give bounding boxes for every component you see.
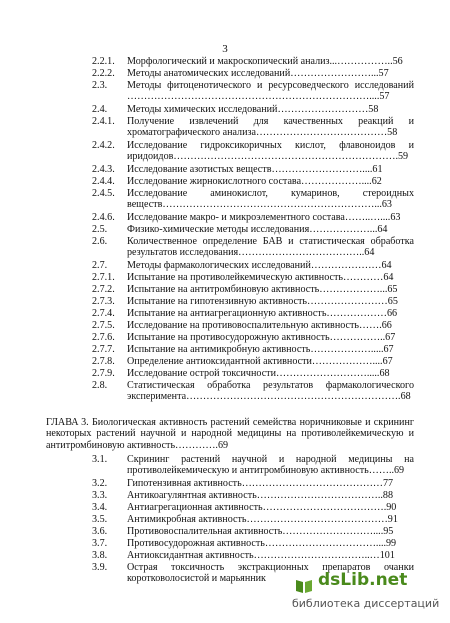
toc-text: Гипотензивная активность……………………………………77 <box>127 478 394 489</box>
toc-number: 3.3. <box>92 490 108 501</box>
toc-number: 2.6. <box>92 236 108 247</box>
toc-text: Физико-химические методы исследования………………...64 <box>127 224 388 235</box>
toc-text: Испытание на гипотензивную активность……………………65 <box>127 296 398 307</box>
toc-number: 2.5. <box>92 224 108 235</box>
toc-number: 2.7.5. <box>92 320 115 331</box>
toc-text: Морфологический и макроскопический анализ...……………..56 <box>127 56 403 67</box>
toc-text: Исследование острой токсичности……………………….....68 <box>127 368 390 379</box>
watermark <box>282 570 450 619</box>
toc-number: 2.4.4. <box>92 176 115 187</box>
toc-number: 2.4.1. <box>92 116 115 127</box>
toc-text: Антикоагулянтная активность………………………………..88 <box>127 490 393 501</box>
toc-number: 3.4. <box>92 502 108 513</box>
toc-number: 2.7.3. <box>92 296 115 307</box>
toc-number: 3.1. <box>92 454 108 465</box>
toc-number: 2.2.2. <box>92 68 115 79</box>
toc-text: Количественное определение БАВ и статистическая обработка результатов исследования………………………………..64 <box>127 236 414 259</box>
toc-text: Антимикробная активность……………………………………91 <box>127 514 398 525</box>
toc-text: Антиагрегационная активность……………………………….90 <box>127 502 397 513</box>
toc-text: Методы фармакологических исследований…………………64 <box>127 260 392 271</box>
toc-text: Скрининг растений научной и народной медицины на противолейкемическую и антитромбиновую активность……..69 <box>127 454 414 477</box>
toc-text: Испытание на противосудорожную активность……………..67 <box>127 332 396 343</box>
toc-text: Определение антиоксидантной активности………………....67 <box>127 356 393 367</box>
toc-number: 2.4.5. <box>92 188 115 199</box>
toc-number: 3.6. <box>92 526 108 537</box>
toc-number: 2.7.1. <box>92 272 115 283</box>
book-icon <box>294 577 314 595</box>
toc-text: Получение извлечений для качественных реакций и хроматографического анализа…………………………………58 <box>127 116 414 139</box>
toc-number: 2.7.4. <box>92 308 115 319</box>
toc-number: 2.7. <box>92 260 108 271</box>
toc-chapter-text: Биологическая активность растений семейства норичниковые и скрининг некоторых растений научной и народной медицины на противолейкемическую и антитромбиновую активность………….69 <box>46 417 414 451</box>
toc-text: Испытание на антимикробную активность……………….....67 <box>127 344 394 355</box>
toc-text: Испытание на противолейкемическую активность…………64 <box>127 272 394 283</box>
toc-text: Противовоспалительная активность………………………....95 <box>127 526 394 537</box>
toc-number: 2.7.6. <box>92 332 115 343</box>
watermark-subtitle: библиотека диссертаций <box>292 597 440 610</box>
toc-number: 2.2.1. <box>92 56 115 67</box>
toc-number: 2.4. <box>92 104 108 115</box>
toc-text: Испытание на антиагрегационную активность………………66 <box>127 308 398 319</box>
toc-chapter-number: ГЛАВА 3. <box>46 417 89 428</box>
toc-text: Испытание на антитромбиновую активность………………...65 <box>127 284 398 295</box>
toc-number: 3.8. <box>92 550 108 561</box>
toc-text: Исследование жирнокислотного состава………………....62 <box>127 176 382 187</box>
toc-number: 2.7.2. <box>92 284 115 295</box>
toc-number: 2.7.8. <box>92 356 115 367</box>
toc-text: Статистическая обработка результатов фармакологического эксперимента……………………………………………………….68 <box>127 380 414 403</box>
toc-text: Исследование на противовоспалительную активность…….66 <box>127 320 392 331</box>
toc-number: 2.3. <box>92 80 108 91</box>
toc-number: 2.4.2. <box>92 140 115 151</box>
toc-text: Методы фитоценотического и ресурсоведческого исследований ………………………………………………………………....57 <box>127 80 414 103</box>
toc-text: Исследование макро- и микроэлементного состава……..…....63 <box>127 212 401 223</box>
toc-number: 3.5. <box>92 514 108 525</box>
toc-number: 3.9. <box>92 562 108 573</box>
toc-text: Методы анатомических исследований……………………...57 <box>127 68 389 79</box>
table-of-contents <box>0 56 450 616</box>
toc-text: Методы химических исследований………………………58 <box>127 104 379 115</box>
toc-number: 2.7.9. <box>92 368 115 379</box>
toc-text: Противосудорожная активность……………………………....99 <box>127 538 397 549</box>
toc-text: Острая токсичность экстракционных препаратов очанки коротковолосистой и марьянник <box>127 562 414 585</box>
toc-number: 2.8. <box>92 380 108 391</box>
toc-text: Исследование азотистых веществ………………………....61 <box>127 164 383 175</box>
watermark-logo: dsLib.net <box>318 570 408 590</box>
toc-text: Исследование аминокислот, кумаринов, стероидных веществ………………………………………………………...63 <box>127 188 414 211</box>
toc-number: 3.7. <box>92 538 108 549</box>
toc-number: 2.4.3. <box>92 164 115 175</box>
page-number: 3 <box>222 43 228 55</box>
toc-number: 3.2. <box>92 478 108 489</box>
toc-text: Исследование гидроксикоричных кислот, флавоноидов и иридоидов………………………………………………………….59 <box>127 140 414 163</box>
toc-number: 2.7.7. <box>92 344 115 355</box>
toc-text: Антиоксидантная активность……………………………..…101 <box>127 550 395 561</box>
toc-number: 2.4.6. <box>92 212 115 223</box>
